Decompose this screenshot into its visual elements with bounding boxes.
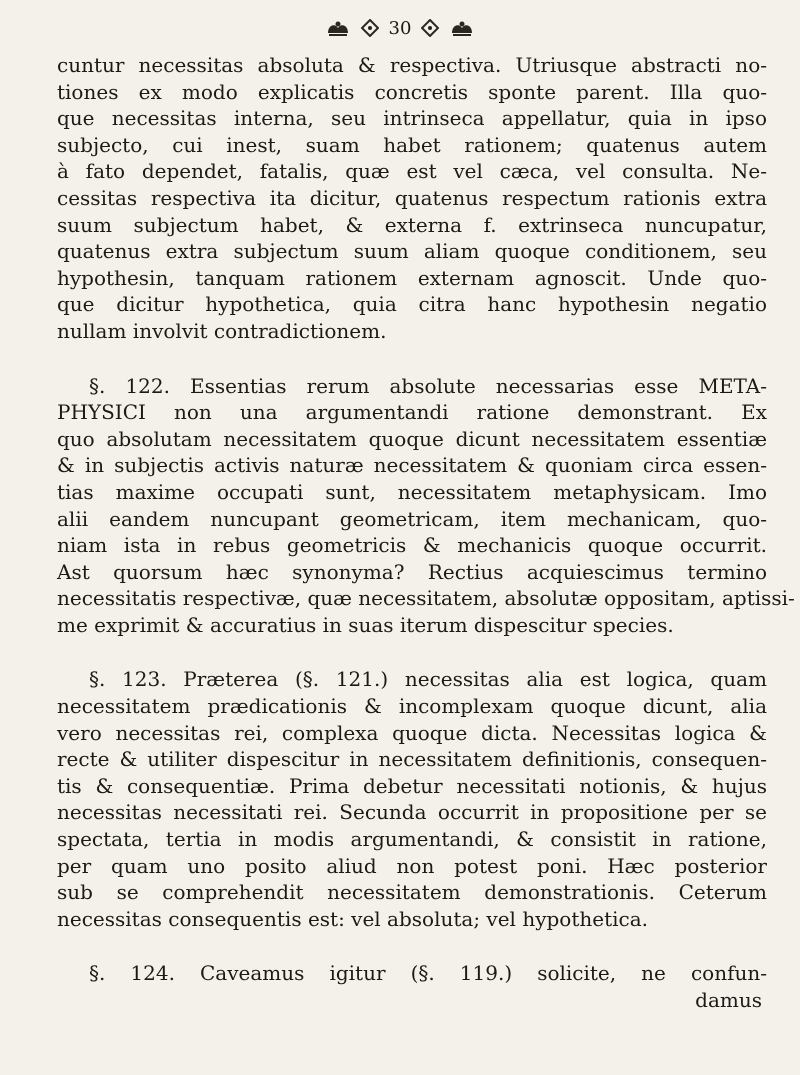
text-line: & in subjectis activis naturæ necessitatem & quoniam circa essen- bbox=[57, 453, 767, 478]
diamond-ornament-icon bbox=[421, 19, 439, 37]
text-line: §. 124. Caveamus igitur (§. 119.) solicite, ne confun- bbox=[89, 961, 767, 986]
floral-ornament-icon bbox=[449, 19, 475, 37]
text-line: niam ista in rebus geometricis & mechanicis quoque occurrit. bbox=[57, 533, 767, 558]
page-header bbox=[0, 8, 800, 48]
text-line: Ast quorsum hæc synonyma? Rectius acquiescimus termino bbox=[57, 559, 767, 584]
text-line: tiones ex modo explicatis concretis sponte parent. Illa quo- bbox=[57, 79, 767, 104]
text-line: necessitas consequentis est: vel absoluta; vel hypothetica. bbox=[57, 906, 649, 931]
paragraph-1 bbox=[57, 52, 767, 345]
text-line: tias maxime occupati sunt, necessitatem metaphysicam. Imo bbox=[57, 479, 767, 504]
body-text bbox=[57, 52, 795, 1014]
paragraph-123 bbox=[57, 666, 767, 932]
text-line: subjecto, cui inest, suam habet rationem; quatenus autem bbox=[57, 132, 767, 157]
text-line: necessitas necessitati rei. Secunda occurrit in propositione per se bbox=[57, 800, 767, 825]
catchword: damus bbox=[695, 988, 762, 1012]
floral-ornament-icon bbox=[325, 19, 351, 37]
paragraph-122 bbox=[57, 373, 795, 639]
text-line: que dicitur hypothetica, quia citra hanc hypothesin negatio bbox=[57, 292, 767, 317]
text-line: quo absolutam necessitatem quoque dicunt necessitatem essentiæ bbox=[57, 426, 767, 451]
text-line: §. 122. Essentias rerum absolute necessarias esse META- bbox=[89, 373, 767, 398]
text-line: hypothesin, tanquam rationem externam agnoscit. Unde quo- bbox=[57, 265, 767, 290]
page-number: 30 bbox=[388, 17, 412, 39]
text-line: nullam involvit contradictionem. bbox=[57, 318, 387, 343]
text-line: necessitatem prædicationis & incomplexam quoque dicunt, alia bbox=[57, 694, 767, 719]
text-line: tis & consequentiæ. Prima debetur necessitati notionis, & hujus bbox=[57, 773, 767, 798]
text-line: §. 123. Præterea (§. 121.) necessitas alia est logica, quam bbox=[89, 667, 767, 692]
text-line: alii eandem nuncupant geometricam, item mechanicam, quo- bbox=[57, 506, 767, 531]
text-line: spectata, tertia in modis argumentandi, & consistit in ratione, bbox=[57, 827, 767, 852]
text-line: per quam uno posito aliud non potest poni. Hæc posterior bbox=[57, 853, 767, 878]
text-line: à fato dependet, fatalis, quæ est vel cæca, vel consulta. Ne- bbox=[57, 159, 767, 184]
text-line: suum subjectum habet, & externa f. extrinseca nuncupatur, bbox=[57, 212, 767, 237]
text-line: quatenus extra subjectum suum aliam quoque conditionem, seu bbox=[57, 239, 767, 264]
text-line: que necessitas interna, seu intrinseca appellatur, quia in ipso bbox=[57, 106, 767, 131]
text-line: me exprimit & accuratius in suas iterum dispescitur species. bbox=[57, 612, 674, 637]
text-line: PHYSICI non una argumentandi ratione demonstrant. Ex bbox=[57, 400, 767, 425]
text-line: cuntur necessitas absoluta & respectiva. Utriusque abstracti no- bbox=[57, 53, 767, 77]
diamond-ornament-icon bbox=[361, 19, 379, 37]
text-line: sub se comprehendit necessitatem demonstrationis. Ceterum bbox=[57, 880, 767, 905]
text-line: cessitas respectiva ita dicitur, quatenus respectum rationis extra bbox=[57, 185, 767, 210]
text-line: necessitatis respectivæ, quæ necessitatem, absolutæ oppositam, aptissi- bbox=[57, 586, 795, 611]
text-line: vero necessitas rei, complexa quoque dicta. Necessitas logica & bbox=[57, 720, 767, 745]
text-line: recte & utiliter dispescitur in necessitatem definitionis, consequen- bbox=[57, 747, 767, 772]
paragraph-124 bbox=[57, 960, 767, 1013]
